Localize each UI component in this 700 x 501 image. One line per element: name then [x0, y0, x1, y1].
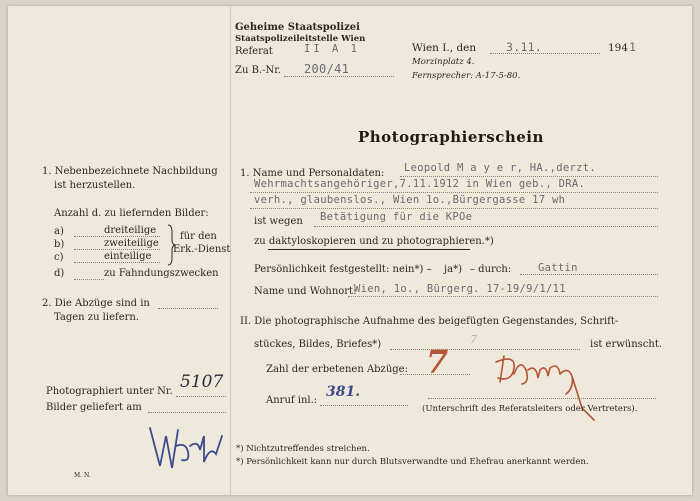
reason-label: ist wegen — [254, 216, 303, 227]
office-name: Staatspolizeileitstelle Wien — [235, 34, 366, 44]
identity-ja: ja*) — [444, 264, 462, 275]
left-item1-line1: 1. Nebenbezeichnete Nachbildung — [42, 166, 218, 177]
row-c-dotted-line — [74, 262, 160, 263]
referat-label: Referat — [235, 46, 273, 57]
row-d-text: zu Fahndungszwecken — [104, 268, 219, 279]
photograph-form-document — [8, 6, 692, 495]
reason-value: Betätigung für die KPOe — [320, 211, 473, 223]
bnr-dotted-line — [284, 76, 394, 77]
call-label: Anruf inl.: — [266, 395, 318, 406]
date-dotted-line — [490, 53, 600, 54]
left-item2-line1: 2. Die Abzüge sind in — [42, 298, 150, 309]
form-title: Photographierschein — [358, 128, 544, 146]
action-underline — [268, 249, 470, 250]
left-item2-line2: Tagen zu liefern. — [54, 312, 140, 323]
footnote-2: *) Persönlichkeit kann nur durch Blutsverwandte und Ehefrau anerkannt werden. — [236, 457, 589, 467]
year-prefix: 194 — [608, 42, 629, 54]
signature-dotted-line — [428, 398, 656, 399]
reason-dotted-line — [314, 226, 658, 227]
brace-label-line2: Erk.-Dienst — [173, 244, 231, 255]
item2-faded-mark: 7 — [470, 333, 477, 346]
footnote-1: *) Nichtzutreffendes streichen. — [236, 444, 370, 454]
row-d-dotted-line — [74, 279, 104, 280]
referat-value: II A 1 — [304, 43, 360, 55]
row-a-text: dreiteilige — [104, 225, 157, 236]
action-line: zu daktyloskopieren und zu photographieren.*) — [254, 236, 494, 247]
copies-value: 7 — [426, 343, 449, 381]
delivered-label: Bilder geliefert am — [46, 402, 142, 413]
photographed-number: 5107 — [180, 372, 224, 392]
photographed-label: Photographiert unter Nr. — [46, 386, 173, 397]
call-dotted-line — [320, 405, 408, 406]
name-dotted-line3 — [250, 208, 658, 209]
call-value: 381. — [326, 384, 361, 400]
row-b-text: zweiteilige — [104, 238, 159, 249]
row-d-letter: d) — [54, 268, 65, 279]
item2-line2: stückes, Bildes, Briefes*) — [254, 339, 382, 350]
name-dotted-line2 — [250, 192, 658, 193]
office-address: Morzinplatz 4. — [412, 57, 475, 67]
days-dotted-line — [158, 308, 218, 309]
date-day: 3.11. — [506, 40, 543, 54]
authority-name: Geheime Staatspolizei — [235, 22, 360, 33]
identity-by: – durch: — [470, 264, 512, 275]
copies-dotted-line — [400, 374, 470, 375]
year-suffix: 1 — [629, 40, 637, 54]
address-label: Name und Wohnort: — [254, 286, 357, 297]
item2-end: ist erwünscht. — [590, 339, 663, 350]
place-label: Wien I., den — [412, 42, 477, 54]
identity-dotted-line — [520, 274, 658, 275]
row-c-letter: c) — [54, 252, 64, 263]
identity-label: Persönlichkeit festgestellt: nein*) – — [254, 264, 432, 275]
photographed-dotted-line — [176, 396, 226, 397]
name-label: 1. Name und Personaldaten: — [240, 168, 385, 179]
bnr-label: Zu B.-Nr. — [235, 65, 282, 76]
copies-label: Zahl der erbetenen Abzüge: — [266, 364, 408, 375]
office-phone: Fernsprecher: A-17-5-80. — [412, 71, 521, 81]
signature-caption: (Unterschrift des Referatsleiters oder Vertreters). — [422, 404, 638, 414]
bnr-value: 200/41 — [304, 62, 350, 76]
footer-code: M. N. — [74, 472, 91, 479]
row-c-text: einteilige — [104, 251, 152, 262]
row-b-letter: b) — [54, 239, 65, 250]
brace-label-line1: für den — [180, 231, 217, 242]
item2-line1: II. Die photographische Aufnahme des beigefügten Gegenstandes, Schrift- — [240, 316, 619, 327]
identity-value: Gattin — [538, 262, 578, 274]
delivered-dotted-line — [148, 412, 226, 413]
count-label: Anzahl d. zu liefernden Bilder: — [54, 208, 209, 219]
address-value: Wien, 1o., Bürgerg. 17-19/9/1/11 — [354, 283, 566, 295]
name-line1: Leopold M a y e r, HA.,derzt. — [404, 162, 597, 174]
address-dotted-line — [348, 296, 658, 297]
name-dotted-line1 — [400, 176, 658, 177]
row-a-dotted-line — [74, 236, 160, 237]
left-item1-line2: ist herzustellen. — [54, 180, 136, 191]
name-line3: verh., glaubenslos., Wien 1o.,Bürgergasse 17 wh — [254, 194, 566, 206]
row-a-letter: a) — [54, 226, 64, 237]
referat-signature-icon — [486, 348, 606, 428]
left-signature-icon — [142, 416, 232, 486]
row-b-dotted-line — [74, 249, 160, 250]
name-line2: Wehrmachtsangehöriger,7.11.1912 in Wien geb., DRA. — [254, 178, 586, 190]
